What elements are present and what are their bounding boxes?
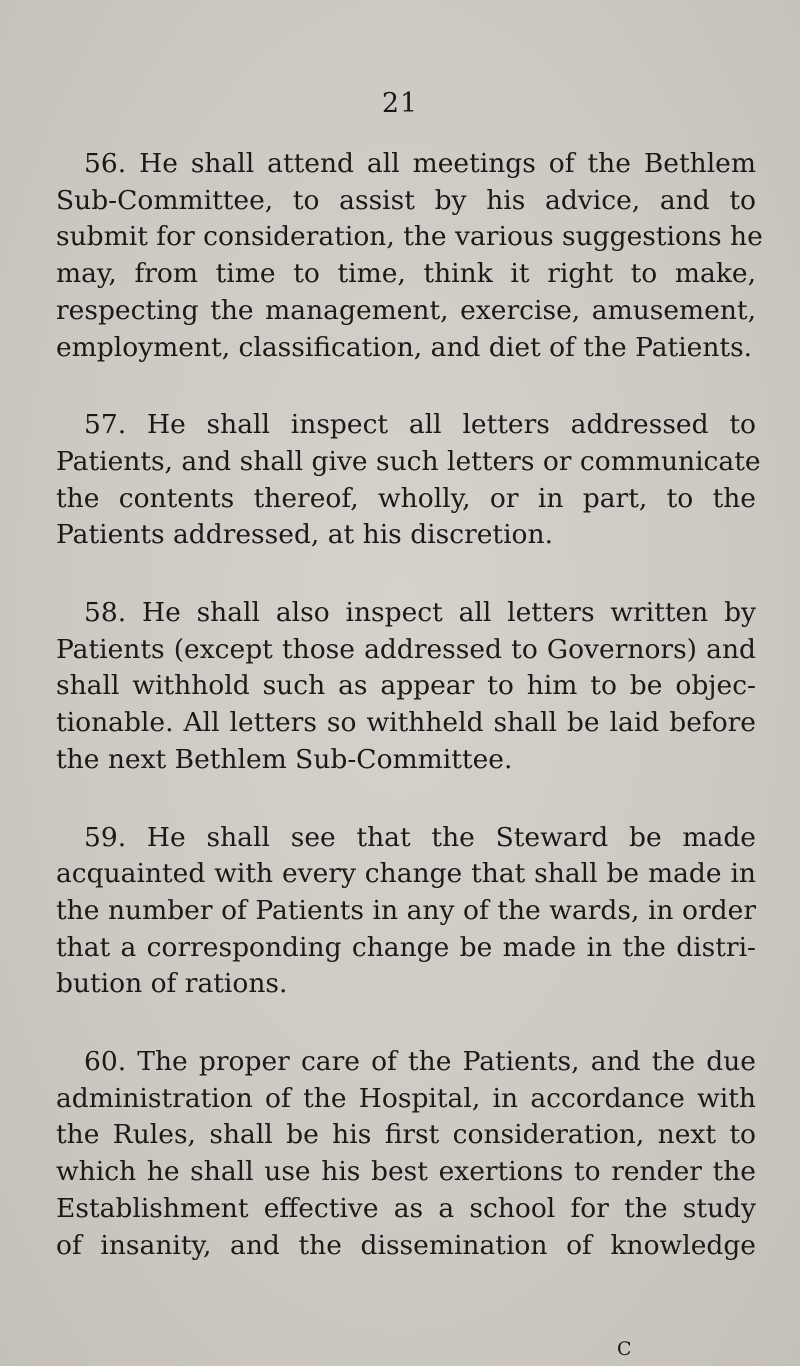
text-line: 60. The proper care of the Patients, and the due bbox=[84, 1046, 756, 1078]
text-line: 58. He shall also inspect all letters written by bbox=[84, 597, 756, 629]
text-line: the contents thereof, wholly, or in part, to the bbox=[56, 482, 756, 514]
text-line: 57. He shall inspect all letters addressed to bbox=[84, 409, 756, 441]
text-line: Patients addressed, at his discretion. bbox=[56, 519, 553, 551]
text-line: administration of the Hospital, in accordance with bbox=[56, 1082, 756, 1114]
text-line: 59. He shall see that the Steward be made bbox=[84, 821, 756, 853]
text-line: Patients, and shall give such letters or communicate bbox=[56, 445, 761, 477]
paragraph-56 bbox=[56, 146, 763, 366]
text-line: employment, classification, and diet of the Patients. bbox=[56, 331, 753, 363]
text-line: the number of Patients in any of the wards, in order bbox=[56, 894, 756, 926]
text-line: shall withhold such as appear to him to be objec- bbox=[56, 670, 756, 702]
text-line: Sub-Committee, to assist by his advice, and to bbox=[56, 184, 756, 216]
text-line: bution of rations. bbox=[56, 968, 288, 1000]
text-line: Establishment effective as a school for the study bbox=[56, 1192, 756, 1224]
text-line: the next Bethlem Sub-Committee. bbox=[56, 743, 513, 775]
text-line: which he shall use his best exertions to render the bbox=[56, 1156, 756, 1188]
text-line: may, from time to time, think it right to make, bbox=[56, 258, 756, 290]
page-number: 21 bbox=[381, 88, 419, 119]
text-line: that a corresponding change be made in the distri- bbox=[56, 931, 756, 963]
text-line: the Rules, shall be his first consideration, next to bbox=[56, 1119, 756, 1151]
paragraph-59 bbox=[56, 820, 756, 1004]
paragraph-57 bbox=[56, 407, 761, 554]
text-line: respecting the management, exercise, amusement, bbox=[56, 294, 756, 326]
paragraph-60 bbox=[56, 1044, 756, 1264]
text-line: submit for consideration, the various suggestions he bbox=[56, 221, 763, 253]
text-line: of insanity, and the dissemination of knowledge bbox=[56, 1229, 756, 1261]
text-line: Patients (except those addressed to Governors) and bbox=[56, 633, 756, 665]
body-text bbox=[56, 146, 763, 1305]
paragraph-58 bbox=[56, 595, 756, 779]
text-line: acquainted with every change that shall be made in bbox=[56, 858, 756, 890]
signature-mark: C bbox=[617, 1338, 632, 1360]
text-line: 56. He shall attend all meetings of the Bethlem bbox=[84, 148, 756, 179]
text-line: tionable. All letters so withheld shall be laid before bbox=[56, 707, 756, 739]
